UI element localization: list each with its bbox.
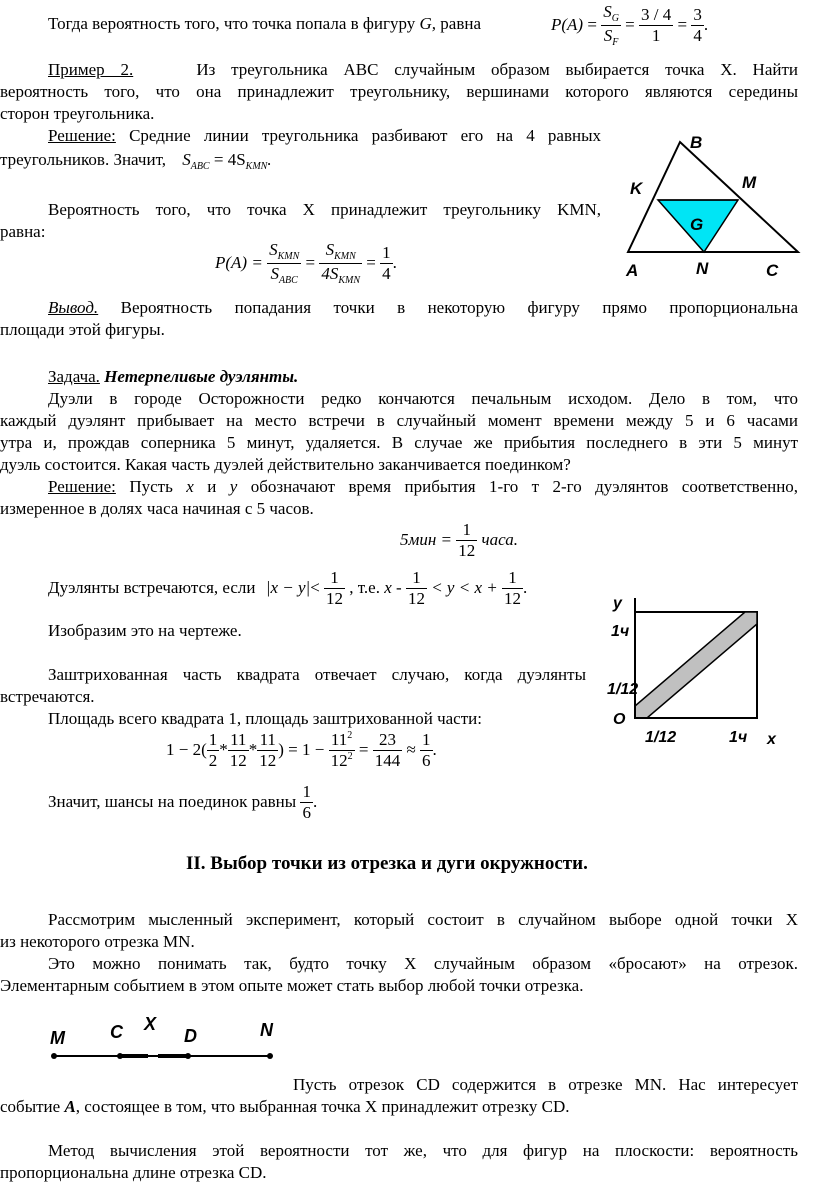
tick-1-12-x: 1/12 (645, 729, 677, 746)
formula-5min: 5мин = $\frac{1}{12}$ часа. (400, 520, 518, 560)
label-N: N (260, 1020, 273, 1040)
solution-1: Решение: Средние линии треугольника разбивают его на 4 равных (48, 126, 602, 145)
label-C: C (766, 261, 779, 280)
point-N (267, 1053, 273, 1059)
triangle-diagram (618, 128, 808, 286)
label-N: N (696, 259, 709, 278)
point-M (51, 1053, 57, 1059)
square-diagram (605, 594, 795, 754)
axis-y-label: y (613, 595, 622, 612)
shaded-note: Заштрихованная часть квадрата отвечает случаю, когда дуэлянты (48, 665, 586, 684)
label-M: M (742, 173, 757, 192)
formula-kmn: P(A) = $\frac{S_{KMN}}{S_{ABC}}$ = $\frac{S_{KMN}}{4S_{KMN}}$ = $\frac{1}{4}$ . (215, 240, 397, 286)
section-p1: Рассмотрим мысленный эксперимент, который состоит в случайном выборе одной точки X (48, 910, 798, 929)
intro-line: Тогда вероятность того, что точка попала в фигуру G, равна (48, 14, 482, 33)
prob-kmn: Вероятность того, что точка X принадлежит треугольнику KMN, (48, 200, 601, 219)
origin-label: O (613, 711, 626, 728)
label-A: A (626, 261, 639, 280)
label-D: D (184, 1026, 197, 1046)
section-p3: Пусть отрезок CD содержится в отрезке MN. Нас интересует (293, 1075, 798, 1094)
label-M: M (50, 1028, 65, 1048)
conclusion: Вывод. Вероятность попадания точки в некоторую фигуру прямо пропорциональна (48, 298, 798, 317)
tick-1h-x: 1ч (729, 729, 748, 746)
task-body: Дуэли в городе Осторожности редко кончаются печальным исходом. Дело в том, что (48, 389, 798, 408)
formula-area: 1 − 2( $\frac{1}{2}$ * $\frac{11}{12}$ * $\frac{11}{12}$ ) = 1 − $\frac{11^2}{12^2}$ = $\frac{23}{144}$ ≈ $\frac{1}{6}$ . (166, 730, 437, 770)
example-2: Пример 2. Из треугольника ABC случайным образом выбирается точка X. Найти (48, 60, 798, 79)
point-D (185, 1053, 191, 1059)
axis-x-label: x (767, 731, 776, 748)
point-C (117, 1053, 123, 1059)
label-K: K (630, 179, 643, 198)
solution-2: Решение: Пусть x и y обозначают время прибытия 1-го т 2-го дуэлянтов соответственно, (48, 477, 799, 496)
meet-condition: Дуэлянты встречаются, если |x − y|< $\frac{1}{12}$ , т.е. x - $\frac{1}{12}$ < y < x + $\frac{1}{12}$ . (48, 568, 528, 608)
chance-line: Значит, шансы на поединок равны $\frac{1}{6}$ . (48, 782, 318, 822)
formula-p-a-g: P(A) = $\frac{S_G}{S_F}$ = $\frac{3 / 4}{1}$ = $\frac{3}{4}$ . (551, 2, 709, 48)
area-note: Площадь всего квадрата 1, площадь заштрихованной части: (48, 709, 482, 728)
segment-diagram (48, 1010, 288, 1070)
task-title: Задача. Нетерпеливые дуэлянты. (48, 367, 299, 386)
tick-1-12-y: 1/12 (607, 681, 639, 698)
label-C: C (110, 1022, 123, 1042)
label-X: X (144, 1014, 157, 1034)
label-G: G (690, 215, 704, 234)
section-p2: Это можно понимать так, будто точку X случайным образом «бросают» на отрезок. (48, 954, 798, 973)
label-B: B (690, 133, 703, 152)
section-p4: Метод вычисления этой вероятности тот же, что для фигур на плоскости: вероятность (48, 1141, 798, 1160)
tick-1h-y: 1ч (611, 623, 630, 640)
draw-note: Изобразим это на чертеже. (48, 621, 242, 640)
section-title: II. Выбор точки из отрезка и дуги окружности. (186, 853, 588, 874)
